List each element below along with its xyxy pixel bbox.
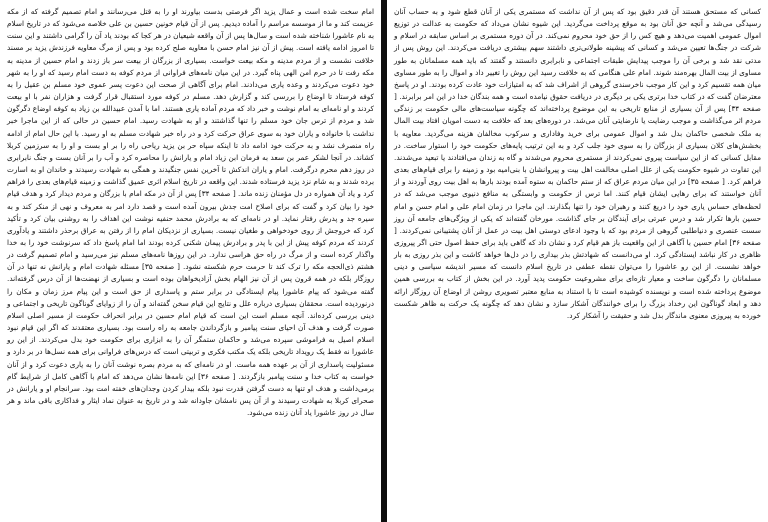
left-page: [0, 0, 381, 522]
right-page-text: کسانی که مستحق هستند آن قدر دقیق بود که پس از آن نداشت که مستمری یکی از آنان قطع شود و به حساب آنان رسیدگی می‌شد و آنچه حق آنان بود به موقع پرداخت می‌گردید. این شیوه نشان می‌داد که حکومت به عدالت در توزیع اموال عمومی اهمیت می‌دهد و هیچ کس را از حق خود محروم نمی‌کند. در آن دوره مستمری بر اساس سابقه در اسلام و شرکت در جنگ‌ها تعیین می‌شد و کسانی که پیشینه طولانی‌تری داشتند سهم بیشتری دریافت می‌کردند. این روش پس از مدتی نقد شد و برخی آن را موجب پیدایش طبقات اجتماعی و نابرابری دانستند و گفتند که باید همه مسلمانان به طور مساوی از بیت المال بهره‌مند شوند. امام علی هنگامی که به خلافت رسید این روش را تغییر داد و اموال را به طور مساوی میان همه تقسیم کرد و این کار موجب ناخرسندی گروهی از اشراف شد که به امتیازات خود عادت کرده بودند. او در پاسخ معترضان گفت که در کتاب خدا برتری یکی بر دیگری در دریافت حقوق نیامده است و همه بندگان خدا در این امر برابرند. [ صفحه ۳۴] پس از آن بسیاری از منابع تاریخی به این موضوع پرداخته‌اند که چگونه سیاست‌های مالی حکومت بر زندگی مردم اثر می‌گذاشت و موجب رضایت یا نارضایتی آنان می‌شد. در دوره‌های بعد که خلافت به دست امویان افتاد بیت المال به ملک شخصی حاکمان بدل شد و اموال عمومی برای خرید وفاداری و سرکوب مخالفان هزینه می‌گردید. معاویه با بخشش‌های کلان بسیاری از بزرگان را به سوی خود جلب کرد و به این ترتیب پایه‌های حکومت خود را استوار ساخت. در مقابل کسانی که از این سیاست پیروی نمی‌کردند از مستمری محروم می‌شدند و گاه به زندان می‌افتادند یا تبعید می‌شدند. این تفاوت در شیوه حکومت یکی از علل اصلی مخالفت اهل بیت و پیروانشان با بنی‌امیه بود و زمینه را برای قیام‌های بعدی فراهم کرد. [ صفحه ۳۵] در این میان مردم عراق که از ستم حاکمان به ستوه آمده بودند بارها به اهل بیت روی آوردند و از آنان خواستند که برای رهایی ایشان قیام کنند. اما ترس از حکومت و وابستگی به منافع دنیوی موجب می‌شد که در لحظه‌های حساس یاری خود را دریغ کنند و رهبران خود را تنها بگذارند. این ماجرا در زمان امام علی و امام حسن و امام حسین بارها تکرار شد و درس عبرتی برای آیندگان بر جای گذاشت. مورخان گفته‌اند که یکی از ویژگی‌های جامعه آن روز سست عنصری و دنیاطلبی گروهی از مردم بود که با وجود ادعای دوستی اهل بیت در عمل از آنان پشتیبانی نمی‌کردند. [ صفحه ۳۶] امام حسین با آگاهی از این واقعیت باز هم قیام کرد و نشان داد که گاهی باید برای حفظ اصول حتی اگر پیروزی ظاهری در کار نباشد ایستادگی کرد. او می‌دانست که شهادتش بذر بیداری را در دل‌ها خواهد کاشت و این بذر روزی به بار خواهد نشست. از این رو عاشورا را می‌توان نقطه عطفی در تاریخ اسلام دانست که مسیر اندیشه سیاسی و دینی مسلمانان را دگرگون ساخت و معیار تازه‌ای برای مشروعیت حکومت پدید آورد. در این بخش از کتاب به بررسی همین موضوع پرداخته شده است و نویسنده کوشیده است تا با استناد به منابع معتبر تصویری روشن از اوضاع آن روزگار ارائه دهد و ابعاد گوناگون این رخداد بزرگ را برای خوانندگان آشکار سازد و نشان دهد که چگونه یک حرکت به ظاهر شکست خورده به پیروزی معنوی ماندگار بدل شد و حقیقت را آشکار کرد.: [394, 7, 762, 320]
right-page: [387, 0, 768, 522]
left-page-text: امام سخت شده است و عمال یزید اگر فرصتی بدست بیاورند او را به قتل می‌رسانند و امام تصمیم گرفته که از مکه عزیمت کند و ما از موسسه مراسم را آماده دیدیم. پس از آن قیام خونین حسین بن علی خلاصه می‌شود که در تاریخ اسلام به نام عاشورا شناخته شده است و سال‌ها پس از آن واقعه شیعیان در هر کجا که بودند یاد آن را گرامی داشتند و این سنت تا امروز ادامه یافته است. پیش از آن نیز امام حسن با معاویه صلح کرده بود و پس از مرگ معاویه فرزندش یزید بر مسند خلافت نشست و از مردم مدینه و مکه بیعت خواست. بسیاری از بزرگان از بیعت سر باز زدند و امام حسین از مدینه به مکه رفت تا در حرم امن الهی پناه گیرد. در این میان نامه‌های فراوانی از مردم کوفه به دست امام رسید که او را به شهر خود دعوت می‌کردند و وعده یاری می‌دادند. امام برای آگاهی از صحت این دعوت پسر عموی خود مسلم بن عقیل را به کوفه فرستاد تا اوضاع را بررسی کند و گزارش دهد. مسلم در کوفه مورد استقبال قرار گرفت و هزاران نفر با او بیعت کردند و او نامه‌ای به امام نوشت و خبر داد که مردم آماده یاری هستند. اما با آمدن عبیدالله بن زیاد به کوفه اوضاع دگرگون شد و مردم از ترس جان خود مسلم را تنها گذاشتند و او به شهادت رسید. امام حسین در حالی که از این ماجرا خبر نداشت با خانواده و یاران خود به سوی عراق حرکت کرد و در راه خبر شهادت مسلم به او رسید. با این حال امام از ادامه راه منصرف نشد و به حرکت خود ادامه داد تا اینکه سپاه حر بن یزید ریاحی راه را بر او بست و او را به سرزمین کربلا کشاند. در آنجا لشکر عمر بن سعد به فرمان ابن زیاد امام و یارانش را محاصره کرد و آب را بر آنان بست و جنگ نابرابری در روز دهم محرم درگرفت. امام و یاران اندکش تا آخرین نفس جنگیدند و همگی به شهادت رسیدند و خاندان او به اسارت برده شدند و به شام نزد یزید فرستاده شدند. این واقعه در تاریخ اسلام اثری عمیق گذاشت و زمینه قیام‌های بعدی را فراهم کرد و یاد آن همواره در دل مؤمنان زنده ماند. [ صفحه ۳۴] پس از آن در مکه امام با بزرگان و مردم دیدار کرد و هدف قیام خود را بیان کرد و گفت که برای اصلاح امت جدش بیرون آمده است و قصد دارد امر به معروف و نهی از منکر کند و به سیره جد و پدرش رفتار نماید. او در نامه‌ای که به برادرش محمد حنفیه نوشت این اهداف را به روشنی بیان کرد و تأکید کرد که خروجش از روی خودخواهی و طغیان نیست. بسیاری از نزدیکان امام را از رفتن به عراق برحذر داشتند و یادآوری کردند که مردم کوفه پیش از این با پدر و برادرش پیمان شکنی کرده بودند اما امام پاسخ داد که سرنوشت خود را به خدا واگذار کرده است و از مرگ در راه حق هراسی ندارد. در این روزها نامه‌های مسلم نیز می‌رسید و امام تصمیم گرفت در هشتم ذی‌الحجه مکه را ترک کند تا حرمت حرم شکسته نشود. [ صفحه ۳۵] مسئله شهادت امام و یارانش نه تنها در آن روزگار بلکه در همه قرون پس از آن نیز الهام بخش آزادیخواهان بوده است و بسیاری از نهضت‌ها از آن درس گرفته‌اند. گفته می‌شود که پیام عاشورا پیام ایستادگی در برابر ستم و پاسداری از حق است و این پیام مرز زمان و مکان را درنوردیده است. محققان بسیاری درباره علل و نتایج این قیام سخن گفته‌اند و آن را از زوایای گوناگون تاریخی و اجتماعی و دینی بررسی کرده‌اند. آنچه مسلم است این است که قیام امام حسین در برابر انحراف حکومت از مسیر اصلی اسلام صورت گرفت و هدف آن احیای سنت پیامبر و بازگرداندن جامعه به راه راست بود. بسیاری معتقدند که اگر این قیام نبود اسلام اصیل به فراموشی سپرده می‌شد و حاکمان ستمگر آن را به ابزاری برای حکومت خود بدل می‌کردند. از این رو عاشورا نه فقط یک رویداد تاریخی بلکه یک مکتب فکری و تربیتی است که درس‌های فراوانی برای همه نسل‌ها در بر دارد و مسئولیت پاسداری از آن بر عهده همه ماست. او در نامه‌ای که به مردم بصره نوشت آنان را به یاری دعوت کرد و از آنان خواست به کتاب خدا و سنت پیامبر بازگردند. [ صفحه ۳۶] این نامه‌ها نشان می‌دهد که امام با آگاهی کامل از شرایط گام برمی‌داشت و هدف او تنها به دست گرفتن قدرت نبود بلکه بیدار کردن وجدان‌های خفته امت بود. سرانجام او و یارانش در صحرای کربلا به شهادت رسیدند و از آن پس نامشان جاودانه شد و در تاریخ به عنوان نماد ایثار و فداکاری باقی ماند و هر سال در روز عاشورا یاد آنان زنده می‌شود.: [7, 7, 374, 418]
